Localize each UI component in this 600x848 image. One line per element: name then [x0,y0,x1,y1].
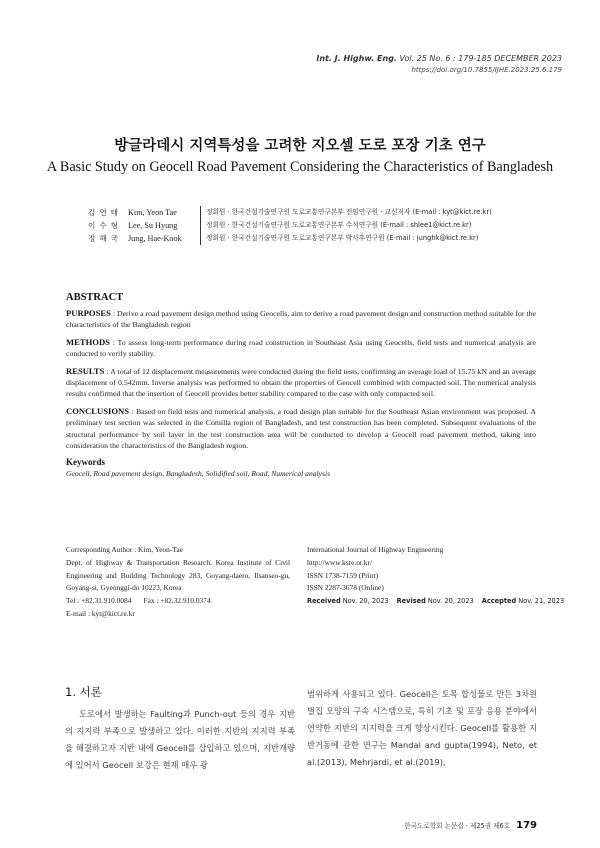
accepted-label: Accepted [481,597,517,606]
author-name-korean: 김 연 태 [88,208,118,217]
contact-phone-fax [66,595,290,608]
journal-header [316,53,562,76]
abstract-methods [66,337,536,360]
author-name-english: Jung, Hae-Kook [128,234,182,243]
section-label: CONCLUSIONS [66,405,130,416]
corresponding-author: Corresponding Author : Kim, Yeon-Tae [66,545,183,554]
journal-citation [316,53,562,65]
author-name-english: Kim, Yeon Tae [128,208,177,217]
author-name-english: Lee, Su Hyung [128,221,178,230]
journal-name: International Journal of Highway Engineering [307,545,444,554]
author-row [88,232,492,245]
section-text: : To assess long-term performance during road construction in Southeast Asia using Geocells, field tests and numerical analysis are conducted to verify stability. [66,337,536,359]
author-affiliation: 정회원 · 한국건설기술연구원 도로교통연구본부 박사후연구원 (E-mail : junghk@kict.re.kr) [206,234,479,242]
received-date: Nov. 20, 2023 [342,597,389,606]
author-name-korean: 이 수 형 [88,221,118,230]
page-number: 179 [516,820,537,831]
revised-label: Revised [396,597,426,606]
publication-info [307,544,565,608]
abstract-conclusions [66,406,536,452]
journal-volume-info: Vol. 25 No. 6 : 179-185 DECEMBER 2023 [396,54,562,63]
footer-journal: 한국도로학회 논문집 · 제25권 제6호 [404,822,511,830]
keywords-heading: Keywords [66,457,105,468]
section-label: PURPOSES [66,308,111,318]
abstract-block [66,292,536,479]
author-divider [200,219,201,232]
accepted-date: Nov. 21, 2023 [518,597,565,606]
issn-online: ISSN 2287-3678 (Online) [307,583,384,593]
journal-abbrev: Int. J. Highw. Eng. [316,54,397,63]
revised-date: Nov. 20, 2023 [427,597,474,606]
section-text: : A total of 12 displacement measurements were conducted during the field tests, confirming an average load of 15.75 kN and an average displacement of 0.542mm. Inverse analysis was performed to obtain the properties of Geocell combined with compacted soil. The numerical analysis results confirmed that the insertion of Geocell provides better stability compared to the case with only compacted soil. [66,366,536,399]
issn-print: ISSN 1738-7159 (Print) [307,570,379,580]
fax-number: Fax : +82.32.910.0374 [143,596,211,606]
correspondence-address: Dept. of Highway & Transportation Research, Korea Institute of Civil Engineering and Building Technology 283, Goyang-daero, Ilsanseo-gu, Goyang-si, Gyeonggi-do 10223, Korea [66,557,290,593]
author-list [88,206,492,245]
title-korean: 방글라데시 지역특성을 고려한 지오셀 도로 포장 기초 연구 [114,138,486,154]
section-label: METHODS [66,336,110,347]
abstract-heading: ABSTRACT [66,292,124,303]
body-column-left: 도로에서 발생하는 Faulting과 Punch-out 등의 경우 지반의 지지력 부족으로 발생하고 있다. 이러한 지반의 지지력 부족을 해결하고자 지반 내에 Geocell를 삽입하고 있으며, 지반개량에 있어서 Geocell 보강은 현재 매우 광 [65,709,295,770]
article-dates [307,595,565,608]
title-english: A Basic Study on Geocell Road Pavement Considering the Characteristics of Bangladesh [46,159,554,175]
author-divider [200,206,201,219]
keywords-text: Geocell, Road pavement design, Bangladesh, Solidified soil, Road, Numerical analysis [66,469,331,479]
section-heading: 1. 서론 [65,685,102,699]
journal-url[interactable]: http://www.ksre.or.kr/ [307,557,373,567]
section-text: : Based on field tests and numerical analysis, a road design plan suitable for the Southeast Asian environment was proposed. A preliminary test section was selected in the Comilla region of Bangladesh, and test construction has been completed. Subsequent evaluations of the structural performance by soil layer in the test construction area will be conducted to develop a Geocell road pavement method, taking into consideration the characteristics of the Bangladesh region. [66,406,536,451]
author-row [88,219,492,232]
correspondence-email[interactable]: E-mail : kyt@kict.re.kr [66,608,135,618]
section-text: : Derive a road pavement design method using Geocells, aim to derive a road pavement design and construction method suitable for the characteristics of the Bangladesh region [66,309,536,330]
received-label: Received [307,597,341,606]
author-name-korean: 정 해 국 [88,234,118,243]
abstract-results [66,366,536,400]
page-footer [404,820,537,831]
author-row [88,206,492,219]
section-label: RESULTS [66,365,105,376]
body-column-right: 범위하게 사용되고 있다. Geocell은 토목 합성물로 만든 3차원 벌집 모양의 구속 시스템으로, 특히 기초 및 포장 응용 분야에서 연약한 지반의 지지력을 크게 향상시킨다. Geocell를 활용한 지반거동에 관한 연구는 Mandal and gupta(1994), Neto, et al.(2013), Mehrjardi, et al.(2019), [307,689,537,767]
tel-number: Tel : +82.31.910.0084 [66,596,132,606]
author-divider [200,232,201,245]
correspondence-block [66,544,290,621]
author-affiliation: 정회원 · 한국건설기술연구원 도로교통연구본부 전임연구원 · 교신저자 (E-mail : kyt@kict.re.kr) [206,208,492,216]
author-affiliation: 정회원 · 한국건설기술연구원 도로교통연구본부 수석연구원 (E-mail : shlee1@kict.re.kr) [206,221,472,229]
abstract-purposes [66,308,536,331]
doi-link[interactable]: https://doi.org/10.7855/IJHE.2023.25.6.179 [411,66,562,74]
